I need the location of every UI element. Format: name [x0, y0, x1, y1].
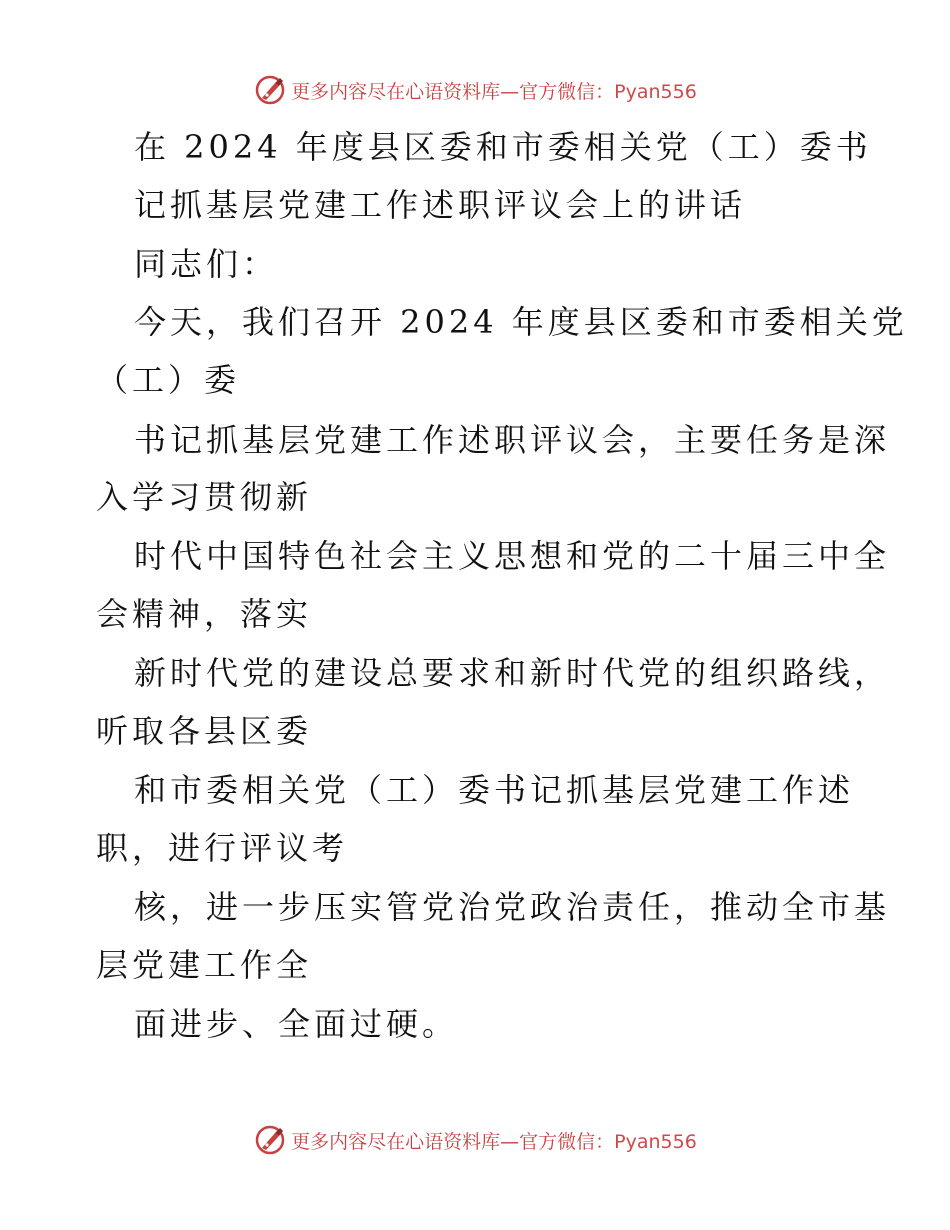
paragraph-line: 职，进行评议考: [96, 829, 349, 867]
pen-nib-logo-icon: [253, 73, 287, 107]
paragraph-line: 会精神，落实: [96, 595, 313, 633]
paragraph-line: 新时代党的建设总要求和新时代党的组织路线，: [134, 654, 891, 692]
wechat-id: Pyan556: [614, 1130, 697, 1153]
paragraph-line: 听取各县区委: [96, 712, 313, 750]
paragraph-line: 面进步、全面过硬。: [134, 1005, 459, 1043]
pen-nib-logo-icon: [253, 1123, 287, 1157]
title-line-2: 记抓基层党建工作述职评议会上的讲话: [134, 186, 747, 224]
paragraph-line: 今天，我们召开 2024 年度县区委和市委相关党: [134, 303, 908, 341]
paragraph-line: 层党建工作全: [96, 946, 313, 984]
title-line-1: 在 2024 年度县区委和市委相关党（工）委书: [134, 128, 872, 166]
header-watermark: [0, 70, 950, 110]
paragraph-line: （工）委: [96, 361, 241, 399]
salutation: 同志们：: [134, 245, 279, 283]
paragraph-line: 时代中国特色社会主义思想和党的二十届三中全: [134, 537, 891, 575]
paragraph-line: 和市委相关党（工）委书记抓基层党建工作述: [134, 771, 855, 809]
footer-watermark: [0, 1120, 950, 1160]
watermark-text: 更多内容尽在心语资料库—官方微信：Pyan556: [291, 80, 697, 103]
watermark-text: 更多内容尽在心语资料库—官方微信：Pyan556: [291, 1130, 697, 1153]
paragraph-line: 入学习贯彻新: [96, 478, 313, 516]
paragraph-line: 书记抓基层党建工作述职评议会，主要任务是深: [134, 421, 891, 459]
wechat-id: Pyan556: [614, 80, 697, 103]
paragraph-line: 核，进一步压实管党治党政治责任，推动全市基: [134, 888, 891, 926]
